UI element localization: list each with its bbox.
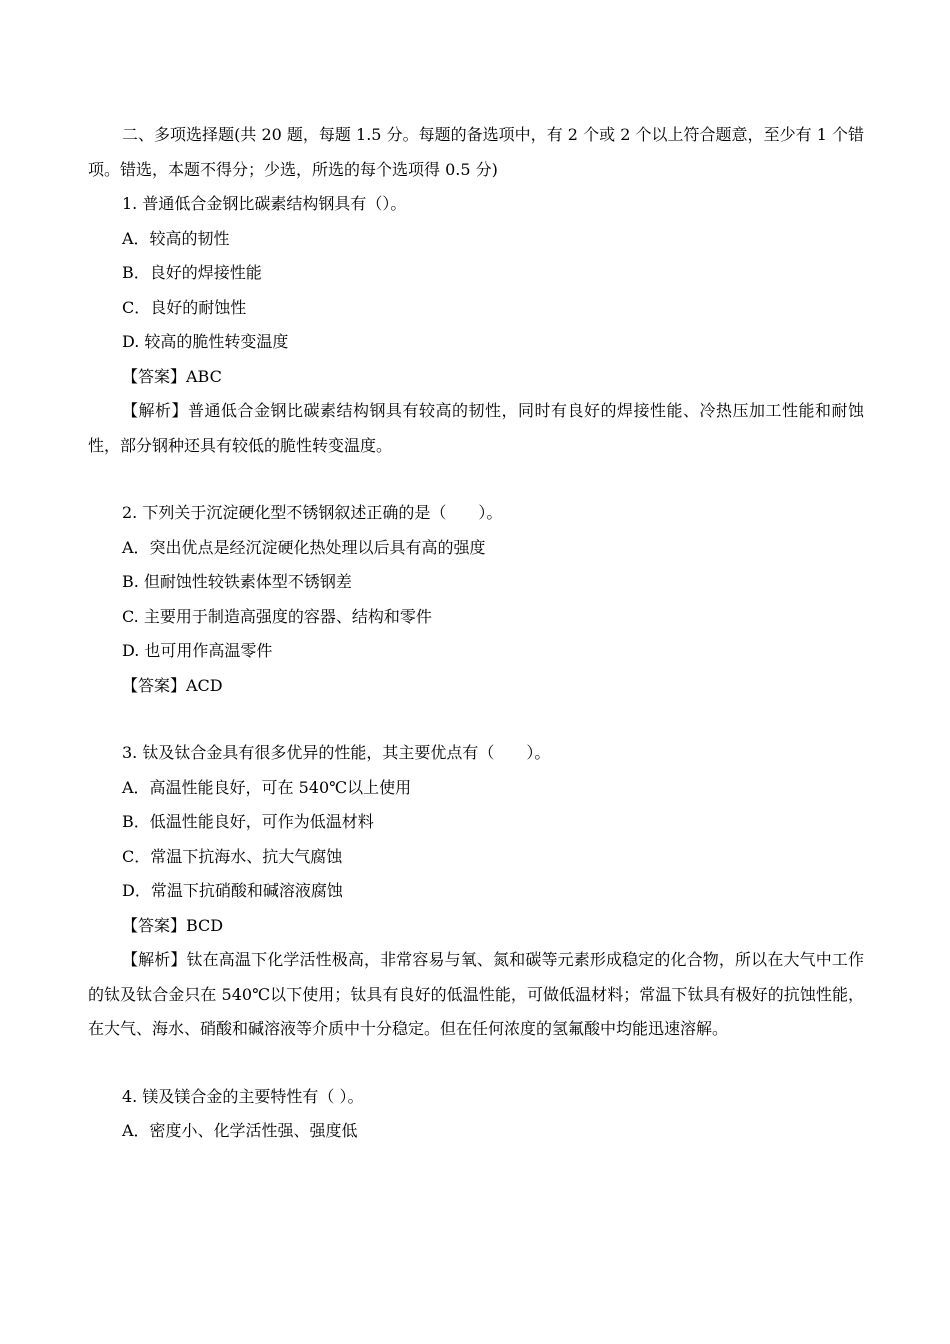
- question-3-answer: 【答案】BCD: [122, 915, 224, 935]
- question-2-answer: 【答案】ACD: [122, 675, 223, 695]
- section-header: 二、多项选择题(共 20 题，每题 1.5 分。每题的备选项中，有 2 个或 2 个以上符合题意，至少有 1 个错项。错选，本题不得分；少选，所选的每个选项得 0.5 分): [88, 125, 864, 179]
- question-2-stem: 2. 下列关于沉淀硬化型不锈钢叙述正确的是（ ）。: [122, 503, 503, 522]
- spacer: [88, 703, 864, 736]
- question-3-option-a: A．高温性能良好，可在 540℃以上使用: [122, 777, 412, 797]
- document-page: [88, 118, 864, 1149]
- question-4-stem: 4. 镁及镁合金的主要特性有（ ）。: [122, 1086, 364, 1106]
- question-3-analysis: 【解析】钛在高温下化学活性极高，非常容易与氧、氮和碳等元素形成稳定的化合物，所以在大气中工作的钛及钛合金只在 540℃以下使用；钛具有良好的低温性能，可做低温材料；常温下钛具有极好的抗蚀性能，在大气、海水、硝酸和碱溶液等介质中十分稳定。但在任何浓度的氢氟酸中均能迅速溶解。: [88, 950, 864, 1038]
- question-2-option-b: B. 但耐蚀性较铁素体型不锈钢差: [122, 572, 352, 591]
- question-3-option-d: D．常温下抗硝酸和碱溶液腐蚀: [122, 881, 343, 900]
- question-1-answer: 【答案】ABC: [122, 366, 222, 386]
- question-1-option-a: A．较高的韧性: [122, 228, 230, 248]
- question-1-stem: 1. 普通低合金钢比碳素结构钢具有（）。: [122, 194, 407, 213]
- question-1-option-b: B．良好的焊接性能: [122, 263, 262, 282]
- question-3-stem: 3. 钛及钛合金具有很多优异的性能，其主要优点有（ ）。: [122, 743, 551, 762]
- question-1-option-c: C．良好的耐蚀性: [122, 297, 247, 317]
- question-2-option-d: D. 也可用作高温零件: [122, 641, 273, 660]
- question-4-option-a: A．密度小、化学活性强、强度低: [122, 1121, 358, 1140]
- question-2-option-a: A．突出优点是经沉淀硬化热处理以后具有高的强度: [122, 537, 486, 557]
- question-3-option-c: C．常温下抗海水、抗大气腐蚀: [122, 846, 343, 866]
- question-1-analysis: 【解析】普通低合金钢比碳素结构钢具有较高的韧性，同时有良好的焊接性能、冷热压加工性能和耐蚀性，部分钢种还具有较低的脆性转变温度。: [88, 401, 864, 455]
- question-1-option-d: D. 较高的脆性转变温度: [122, 332, 289, 351]
- spacer: [88, 1047, 864, 1080]
- spacer: [88, 463, 864, 496]
- question-3-option-b: B．低温性能良好，可作为低温材料: [122, 812, 374, 831]
- question-2-option-c: C. 主要用于制造高强度的容器、结构和零件: [122, 606, 432, 626]
